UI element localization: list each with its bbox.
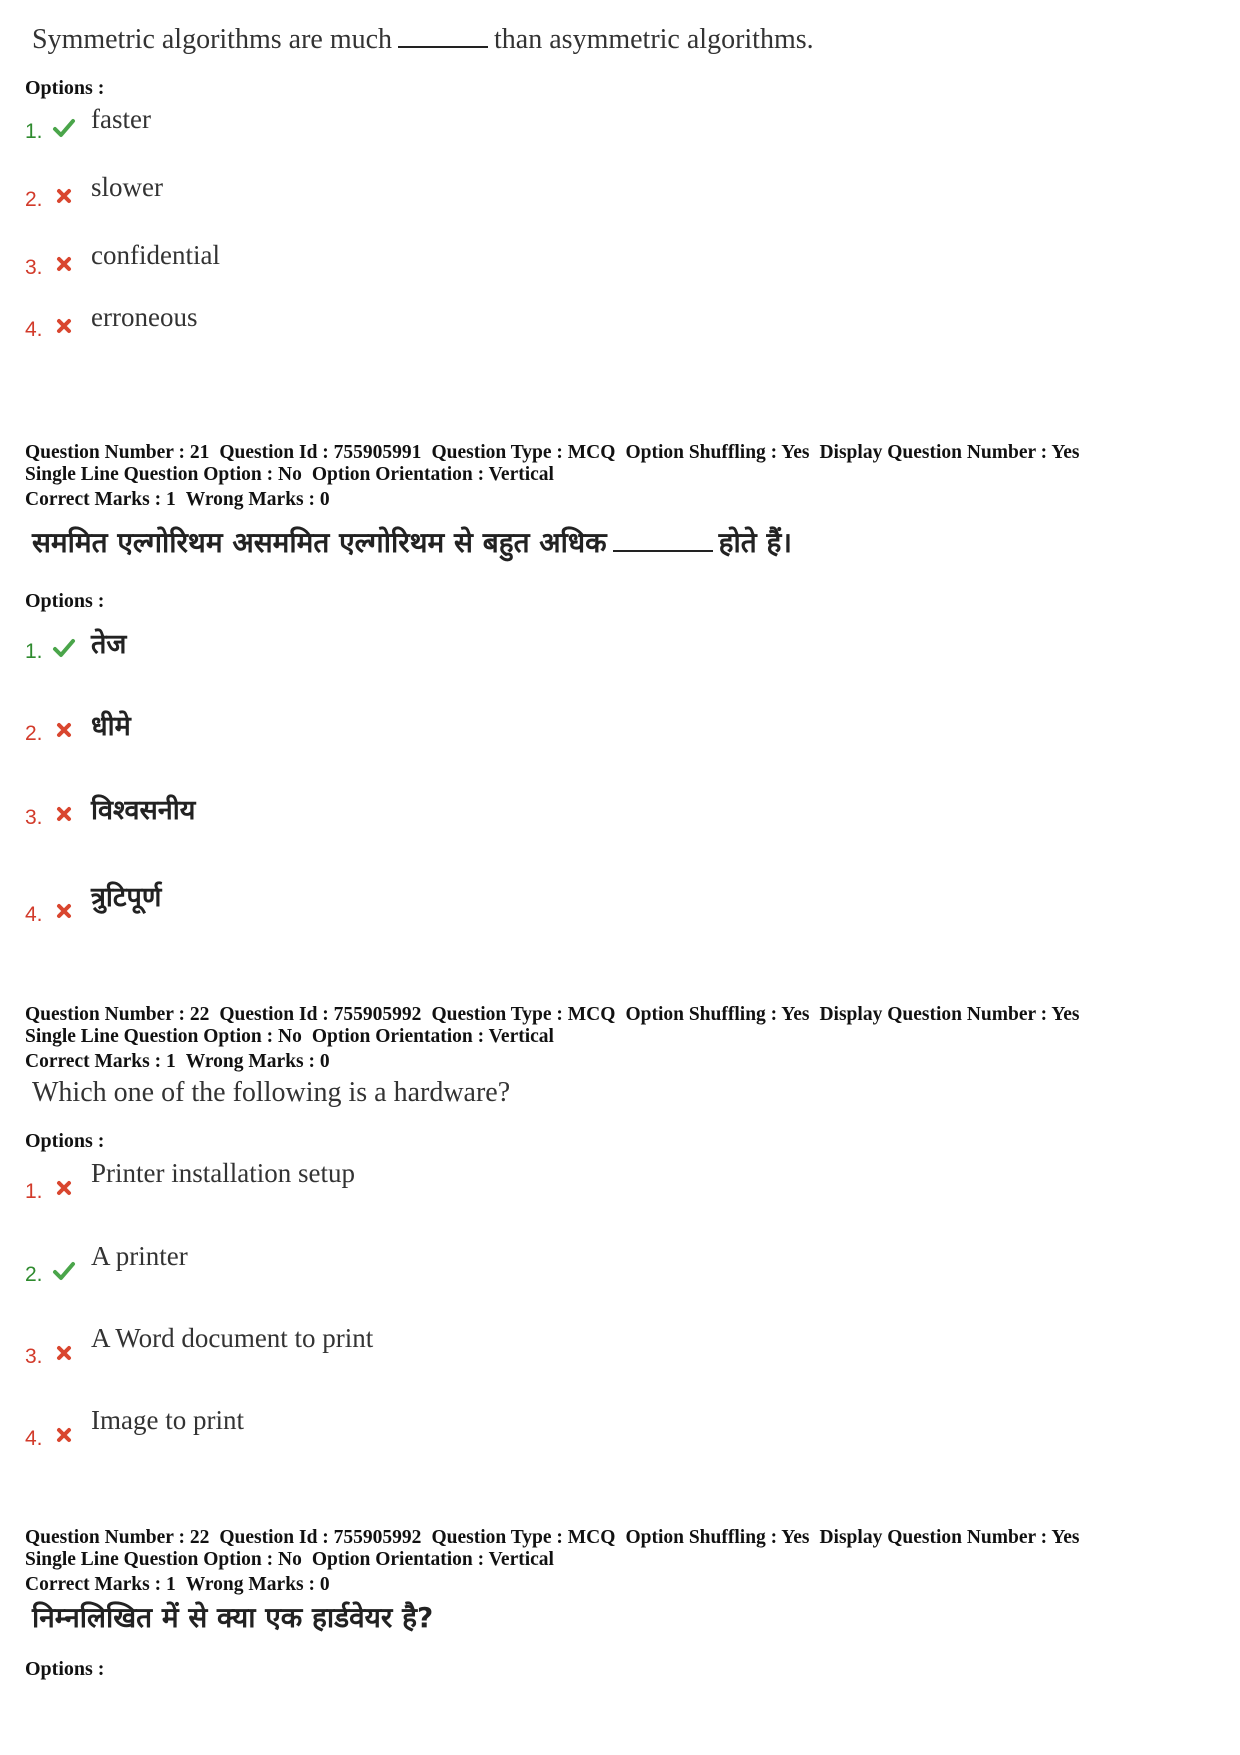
meta-field: Display Question Number : Yes bbox=[819, 442, 1080, 463]
meta-field: Correct Marks : 1 bbox=[25, 1574, 176, 1595]
meta-field: Option Shuffling : Yes bbox=[625, 1004, 810, 1025]
meta-field: Correct Marks : 1 bbox=[25, 1051, 176, 1072]
meta-field: Option Orientation : Vertical bbox=[311, 1025, 554, 1047]
option-text: त्रुटिपूर्ण bbox=[91, 882, 162, 913]
option-number: 2. bbox=[25, 722, 43, 745]
cross-icon bbox=[52, 1176, 76, 1200]
fill-blank bbox=[398, 42, 488, 48]
meta-line bbox=[25, 1574, 1205, 1596]
option-number: 4. bbox=[25, 1427, 43, 1450]
check-icon bbox=[52, 1259, 76, 1283]
option-item bbox=[25, 240, 725, 286]
option-item bbox=[25, 1405, 725, 1457]
option-number: 3. bbox=[25, 1345, 43, 1368]
option-text: A Word document to print bbox=[91, 1323, 374, 1353]
question-text-part: than asymmetric algorithms. bbox=[494, 24, 814, 55]
meta-field: Wrong Marks : 0 bbox=[185, 1574, 330, 1595]
meta-field: Question Type : MCQ bbox=[431, 442, 616, 463]
option-number: 2. bbox=[25, 188, 43, 211]
fill-blank bbox=[613, 546, 713, 552]
option-text: विश्वसनीय bbox=[91, 795, 196, 826]
meta-field: Wrong Marks : 0 bbox=[185, 489, 330, 510]
meta-field: Option Orientation : Vertical bbox=[311, 1548, 554, 1570]
options-label: Options : bbox=[25, 1658, 105, 1680]
question-text: निम्नलिखित में से क्या एक हार्डवेयर है? bbox=[32, 1601, 434, 1634]
options-label: Options : bbox=[25, 590, 105, 612]
meta-field: Question Number : 22 bbox=[25, 1527, 210, 1548]
meta-field: Single Line Question Option : No bbox=[25, 1548, 302, 1570]
question-text-part: सममित एल्गोरिथम असममित एल्गोरिथम से बहुत अधिक bbox=[32, 526, 607, 559]
question-text: Which one of the following is a hardware? bbox=[32, 1077, 511, 1108]
option-item bbox=[25, 1158, 725, 1210]
meta-field: Display Question Number : Yes bbox=[819, 1004, 1080, 1025]
option-number: 4. bbox=[25, 318, 43, 341]
option-item bbox=[25, 630, 725, 670]
cross-icon bbox=[52, 1423, 76, 1447]
option-text: Printer installation setup bbox=[91, 1158, 355, 1188]
question-text bbox=[32, 24, 814, 56]
meta-field: Question Number : 22 bbox=[25, 1004, 210, 1025]
meta-field: Wrong Marks : 0 bbox=[185, 1051, 330, 1072]
meta-field: Option Shuffling : Yes bbox=[625, 1527, 810, 1548]
option-number: 1. bbox=[25, 120, 43, 143]
cross-icon bbox=[52, 1341, 76, 1365]
meta-field: Option Shuffling : Yes bbox=[625, 442, 810, 463]
meta-line bbox=[25, 1527, 1205, 1549]
question-text bbox=[32, 523, 792, 561]
question-meta bbox=[25, 1527, 1205, 1596]
option-text: तेज bbox=[91, 629, 127, 660]
option-item bbox=[25, 712, 725, 752]
meta-field: Question Type : MCQ bbox=[431, 1004, 616, 1025]
question-text-part: Symmetric algorithms are much bbox=[32, 24, 393, 55]
meta-field: Correct Marks : 1 bbox=[25, 489, 176, 510]
meta-field: Display Question Number : Yes bbox=[819, 1527, 1080, 1548]
question-meta bbox=[25, 1004, 1205, 1073]
meta-line bbox=[25, 489, 1205, 511]
question-text-part: होते हैं। bbox=[718, 526, 792, 559]
option-number: 3. bbox=[25, 806, 43, 829]
meta-line bbox=[25, 1026, 1205, 1048]
check-icon bbox=[52, 636, 76, 660]
check-icon bbox=[52, 116, 76, 140]
option-text: faster bbox=[91, 104, 151, 134]
option-number: 4. bbox=[25, 903, 43, 926]
option-item bbox=[25, 796, 725, 836]
meta-field: Single Line Question Option : No bbox=[25, 463, 302, 485]
option-number: 1. bbox=[25, 640, 43, 663]
option-text: confidential bbox=[91, 240, 220, 270]
option-text: slower bbox=[91, 172, 163, 202]
options-label: Options : bbox=[25, 1130, 105, 1152]
cross-icon bbox=[52, 899, 76, 923]
option-text: धीमे bbox=[91, 711, 131, 742]
option-item bbox=[25, 1323, 725, 1375]
meta-line bbox=[25, 1051, 1205, 1073]
option-text: A printer bbox=[91, 1241, 188, 1271]
option-item bbox=[25, 172, 725, 218]
option-item bbox=[25, 882, 725, 933]
option-number: 1. bbox=[25, 1180, 43, 1203]
meta-line bbox=[25, 464, 1205, 486]
meta-field: Option Orientation : Vertical bbox=[311, 463, 554, 485]
cross-icon bbox=[52, 802, 76, 826]
cross-icon bbox=[52, 252, 76, 276]
meta-line bbox=[25, 442, 1205, 464]
cross-icon bbox=[52, 718, 76, 742]
question-meta bbox=[25, 442, 1205, 511]
meta-field: Question Id : 755905992 bbox=[219, 1527, 422, 1548]
option-item bbox=[25, 104, 725, 150]
option-item bbox=[25, 302, 725, 348]
option-number: 3. bbox=[25, 256, 43, 279]
meta-field: Question Type : MCQ bbox=[431, 1527, 616, 1548]
meta-field: Single Line Question Option : No bbox=[25, 1025, 302, 1047]
meta-field: Question Id : 755905991 bbox=[219, 442, 422, 463]
cross-icon bbox=[52, 184, 76, 208]
option-number: 2. bbox=[25, 1263, 43, 1286]
option-text: erroneous bbox=[91, 302, 198, 332]
option-item bbox=[25, 1241, 725, 1293]
meta-field: Question Id : 755905992 bbox=[219, 1004, 422, 1025]
meta-line bbox=[25, 1549, 1205, 1571]
meta-field: Question Number : 21 bbox=[25, 442, 210, 463]
cross-icon bbox=[52, 314, 76, 338]
options-label: Options : bbox=[25, 77, 105, 99]
meta-line bbox=[25, 1004, 1205, 1026]
option-text: Image to print bbox=[91, 1405, 244, 1435]
